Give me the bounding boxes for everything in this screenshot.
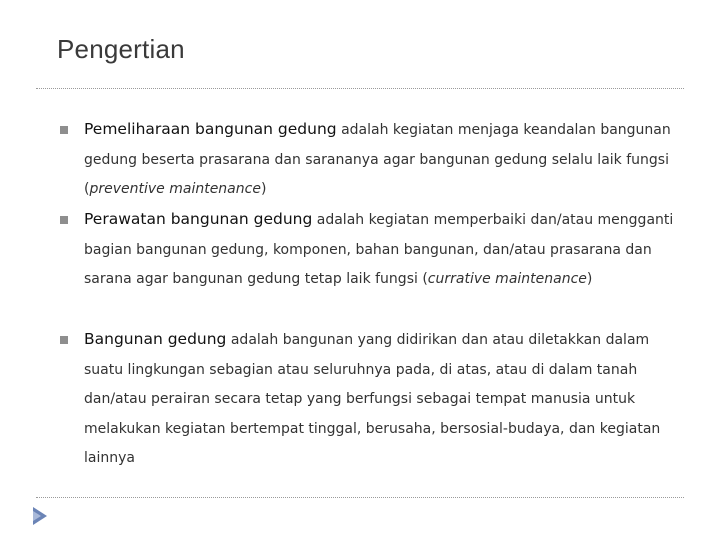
term: Pemeliharaan bangunan gedung [84, 120, 337, 138]
definition-text: adalah kegiatan menjaga keandalan bangunan gedung beserta prasarana dan sarananya agar bangunan gedung selalu laik fungsi ( [84, 122, 671, 197]
definition-closing: ) [586, 271, 593, 287]
square-bullet-icon [60, 336, 68, 344]
list-item-pemeliharaan [58, 115, 678, 205]
list-item-perawatan [58, 205, 678, 325]
definition-italic: currative maintenance [427, 271, 587, 287]
square-bullet-icon [60, 216, 68, 224]
top-divider [36, 88, 684, 89]
slide-title: Pengertian [57, 34, 185, 64]
definition-text: adalah kegiatan memperbaiki dan/atau mengganti bagian bangunan gedung, komponen, bahan bangunan, dan/atau prasarana dan sarana agar bangunan gedung tetap laik fungsi ( [84, 212, 674, 287]
definition-text: adalah bangunan yang didirikan dan atau diletakkan dalam suatu lingkungan sebagian atau seluruhnya pada, di atas, atau di dalam tanah dan/atau perairan secara tetap yang berfungsi sebagai tempat manusia untuk melakukan kegiatan bertempat tinggal, berusaha, bersosial-budaya, dan kegiatan lainnya [84, 332, 661, 466]
bottom-divider [36, 497, 684, 498]
definition-list [58, 115, 678, 474]
definition-closing: ) [260, 181, 267, 197]
term: Perawatan bangunan gedung [84, 210, 313, 228]
slide-navigation-icon[interactable] [30, 505, 50, 527]
square-bullet-icon [60, 126, 68, 134]
list-item-bangunan-gedung [58, 325, 678, 474]
term: Bangunan gedung [84, 330, 227, 348]
definition-italic: preventive maintenance [89, 181, 261, 197]
